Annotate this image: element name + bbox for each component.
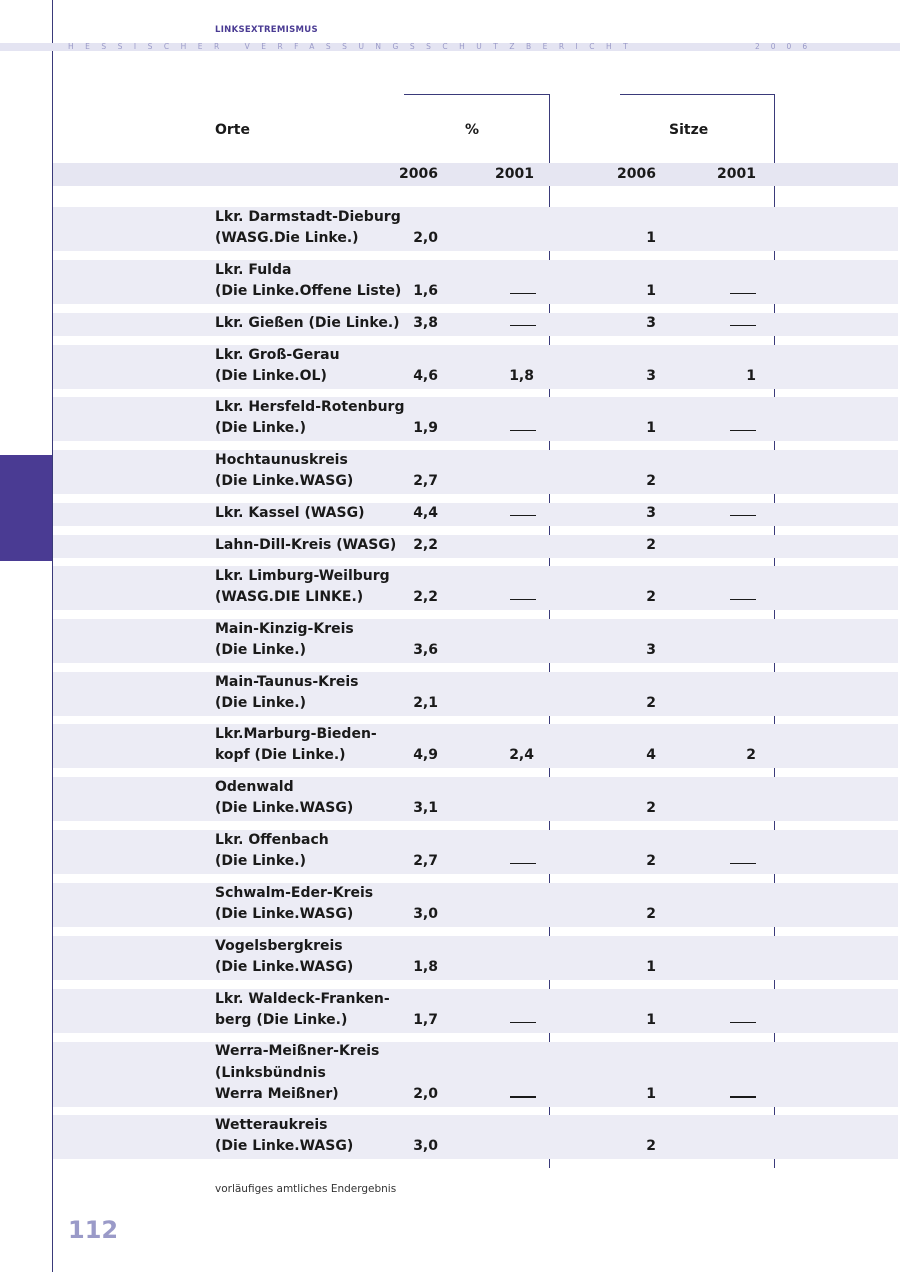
place-name-line: Lkr. Groß-Gerau bbox=[215, 346, 340, 363]
sitze-2006-cell: 3 bbox=[646, 504, 656, 521]
sitze-2001-cell: 1 bbox=[746, 368, 756, 384]
page-number: 112 bbox=[68, 1216, 119, 1244]
place-name-line: (WASG.Die Linke.) bbox=[215, 230, 359, 246]
sitze-2006-cell: 1 bbox=[646, 420, 656, 436]
percent-2006-cell: 1,6 bbox=[413, 283, 438, 299]
table-row bbox=[53, 1115, 898, 1159]
place-name-line: Lkr. Kassel (WASG) bbox=[215, 504, 365, 521]
percent-2006-cell: 2,7 bbox=[413, 473, 438, 489]
sitze-2006-cell: 2 bbox=[646, 589, 656, 605]
sitze-2006-cell: 1 bbox=[646, 1012, 656, 1028]
empty-value-dash bbox=[510, 293, 536, 294]
percent-2006-cell: 3,1 bbox=[413, 800, 438, 816]
sitze-2006-cell: 2 bbox=[646, 536, 656, 553]
place-name-line: (Die Linke.WASG) bbox=[215, 800, 354, 816]
percent-2006-cell: 2,0 bbox=[413, 230, 438, 246]
empty-value-dash bbox=[510, 1096, 536, 1097]
table-row bbox=[53, 313, 898, 336]
table-row bbox=[53, 883, 898, 927]
footnote: vorläufiges amtliches Endergebnis bbox=[215, 1183, 397, 1195]
place-name-line: Odenwald bbox=[215, 778, 294, 795]
header-sitze: Sitze bbox=[669, 122, 709, 138]
place-name-line: Lkr. Waldeck-Franken- bbox=[215, 990, 390, 1007]
place-name-line: kopf (Die Linke.) bbox=[215, 747, 346, 763]
place-name-line: (Die Linke.) bbox=[215, 695, 307, 711]
sitze-2006-cell: 2 bbox=[646, 473, 656, 489]
place-name-line: (Die Linke.) bbox=[215, 420, 307, 436]
table-row bbox=[53, 207, 898, 251]
place-name-line: (Die Linke.WASG) bbox=[215, 959, 354, 975]
place-name-line: Schwalm-Eder-Kreis bbox=[215, 884, 374, 901]
sitze-2006-cell: 1 bbox=[646, 230, 656, 246]
sitze-2006-cell: 4 bbox=[646, 747, 656, 763]
empty-value-dash bbox=[730, 430, 756, 431]
table-top-rule-sitze bbox=[620, 94, 775, 95]
place-name-line: Lkr. Limburg-Weilburg bbox=[215, 567, 390, 584]
place-name-line: Main-Kinzig-Kreis bbox=[215, 620, 354, 637]
table-row bbox=[53, 535, 898, 558]
percent-2006-cell: 2,7 bbox=[413, 853, 438, 869]
empty-value-dash bbox=[730, 325, 756, 326]
sitze-2006-cell: 2 bbox=[646, 906, 656, 922]
place-name-line: Wetteraukreis bbox=[215, 1116, 328, 1133]
table-row bbox=[53, 260, 898, 304]
empty-value-dash bbox=[730, 599, 756, 600]
percent-2006-cell: 3,0 bbox=[413, 1138, 438, 1154]
percent-2006-cell: 2,1 bbox=[413, 695, 438, 711]
table-row bbox=[53, 619, 898, 663]
place-name-line: Lkr. Fulda bbox=[215, 261, 292, 278]
table-row bbox=[53, 777, 898, 821]
place-name-line: (Die Linke.WASG) bbox=[215, 473, 354, 489]
table-row bbox=[53, 503, 898, 526]
percent-2006-cell: 4,4 bbox=[413, 504, 438, 521]
sitze-2006-cell: 3 bbox=[646, 314, 656, 331]
place-name-line: (Die Linke.Offene Liste) bbox=[215, 283, 402, 299]
table-row bbox=[53, 672, 898, 716]
empty-value-dash bbox=[730, 1022, 756, 1023]
table-row bbox=[53, 450, 898, 494]
empty-value-dash bbox=[510, 325, 536, 326]
year-sitze-2006: 2006 bbox=[617, 166, 656, 182]
sitze-2006-cell: 3 bbox=[646, 642, 656, 658]
empty-value-dash bbox=[510, 430, 536, 431]
chapter-tab bbox=[0, 455, 52, 561]
place-name-line: (WASG.DIE LINKE.) bbox=[215, 589, 364, 605]
place-name-line: Lkr.Marburg-Bieden- bbox=[215, 725, 377, 742]
percent-2006-cell: 3,6 bbox=[413, 642, 438, 658]
percent-2006-cell: 2,2 bbox=[413, 536, 438, 553]
header-orte: Orte bbox=[215, 122, 250, 138]
percent-2006-cell: 4,9 bbox=[413, 747, 438, 763]
empty-value-dash bbox=[730, 863, 756, 864]
year-percent-2001: 2001 bbox=[495, 166, 534, 182]
sitze-2006-cell: 2 bbox=[646, 853, 656, 869]
place-name-line: (Die Linke.OL) bbox=[215, 368, 327, 384]
table-row bbox=[53, 989, 898, 1033]
place-name-line: (Linksbündnis bbox=[215, 1064, 326, 1081]
place-name-line: (Die Linke.) bbox=[215, 853, 307, 869]
place-name-line: (Die Linke.WASG) bbox=[215, 906, 354, 922]
sitze-2006-cell: 2 bbox=[646, 800, 656, 816]
sitze-2006-cell: 1 bbox=[646, 283, 656, 299]
place-name-line: Main-Taunus-Kreis bbox=[215, 673, 359, 690]
running-header: HESSISCHER VERFASSUNGSSCHUTZBERICHT bbox=[68, 42, 640, 51]
place-name-line: berg (Die Linke.) bbox=[215, 1012, 348, 1028]
place-name-line: Hochtaunuskreis bbox=[215, 451, 348, 468]
sitze-2006-cell: 1 bbox=[646, 959, 656, 975]
header-percent: % bbox=[465, 122, 480, 138]
section-label: LINKSEXTREMISMUS bbox=[215, 25, 318, 35]
place-name-line: (Die Linke.) bbox=[215, 642, 307, 658]
sitze-2006-cell: 1 bbox=[646, 1086, 656, 1103]
percent-2001-cell: 1,8 bbox=[509, 368, 534, 384]
percent-2006-cell: 1,7 bbox=[413, 1012, 438, 1028]
empty-value-dash bbox=[510, 515, 536, 516]
percent-2006-cell: 2,2 bbox=[413, 589, 438, 605]
table-row bbox=[53, 1042, 898, 1107]
place-name-line: Lkr. Gießen (Die Linke.) bbox=[215, 314, 400, 331]
percent-2006-cell: 2,0 bbox=[413, 1086, 438, 1103]
running-header-year: 2006 bbox=[755, 42, 819, 51]
table-row bbox=[53, 936, 898, 980]
place-name-line: Vogelsbergkreis bbox=[215, 937, 343, 954]
place-name-line: Werra-Meißner-Kreis bbox=[215, 1043, 380, 1060]
place-name-line: Lkr. Hersfeld-Rotenburg bbox=[215, 398, 405, 415]
table-row bbox=[53, 830, 898, 874]
place-name-line: Lkr. Offenbach bbox=[215, 831, 329, 848]
place-name-line: Werra Meißner) bbox=[215, 1086, 339, 1103]
table-top-rule-percent bbox=[404, 94, 550, 95]
place-name-line: Lkr. Darmstadt-Dieburg bbox=[215, 208, 401, 225]
sitze-2006-cell: 3 bbox=[646, 368, 656, 384]
empty-value-dash bbox=[730, 293, 756, 294]
percent-2006-cell: 3,0 bbox=[413, 906, 438, 922]
empty-value-dash bbox=[730, 515, 756, 516]
empty-value-dash bbox=[510, 1022, 536, 1023]
place-name-line: (Die Linke.WASG) bbox=[215, 1138, 354, 1154]
percent-2006-cell: 1,9 bbox=[413, 420, 438, 436]
percent-2001-cell: 2,4 bbox=[509, 747, 534, 763]
sitze-2006-cell: 2 bbox=[646, 1138, 656, 1154]
year-sitze-2001: 2001 bbox=[717, 166, 756, 182]
year-percent-2006: 2006 bbox=[399, 166, 438, 182]
empty-value-dash bbox=[730, 1096, 756, 1097]
percent-2006-cell: 4,6 bbox=[413, 368, 438, 384]
table-row bbox=[53, 397, 898, 441]
percent-2006-cell: 1,8 bbox=[413, 959, 438, 975]
empty-value-dash bbox=[510, 863, 536, 864]
sitze-2006-cell: 2 bbox=[646, 695, 656, 711]
percent-2006-cell: 3,8 bbox=[413, 314, 438, 331]
table-row bbox=[53, 566, 898, 610]
place-name-line: Lahn-Dill-Kreis (WASG) bbox=[215, 536, 397, 553]
empty-value-dash bbox=[510, 599, 536, 600]
sitze-2001-cell: 2 bbox=[746, 747, 756, 763]
